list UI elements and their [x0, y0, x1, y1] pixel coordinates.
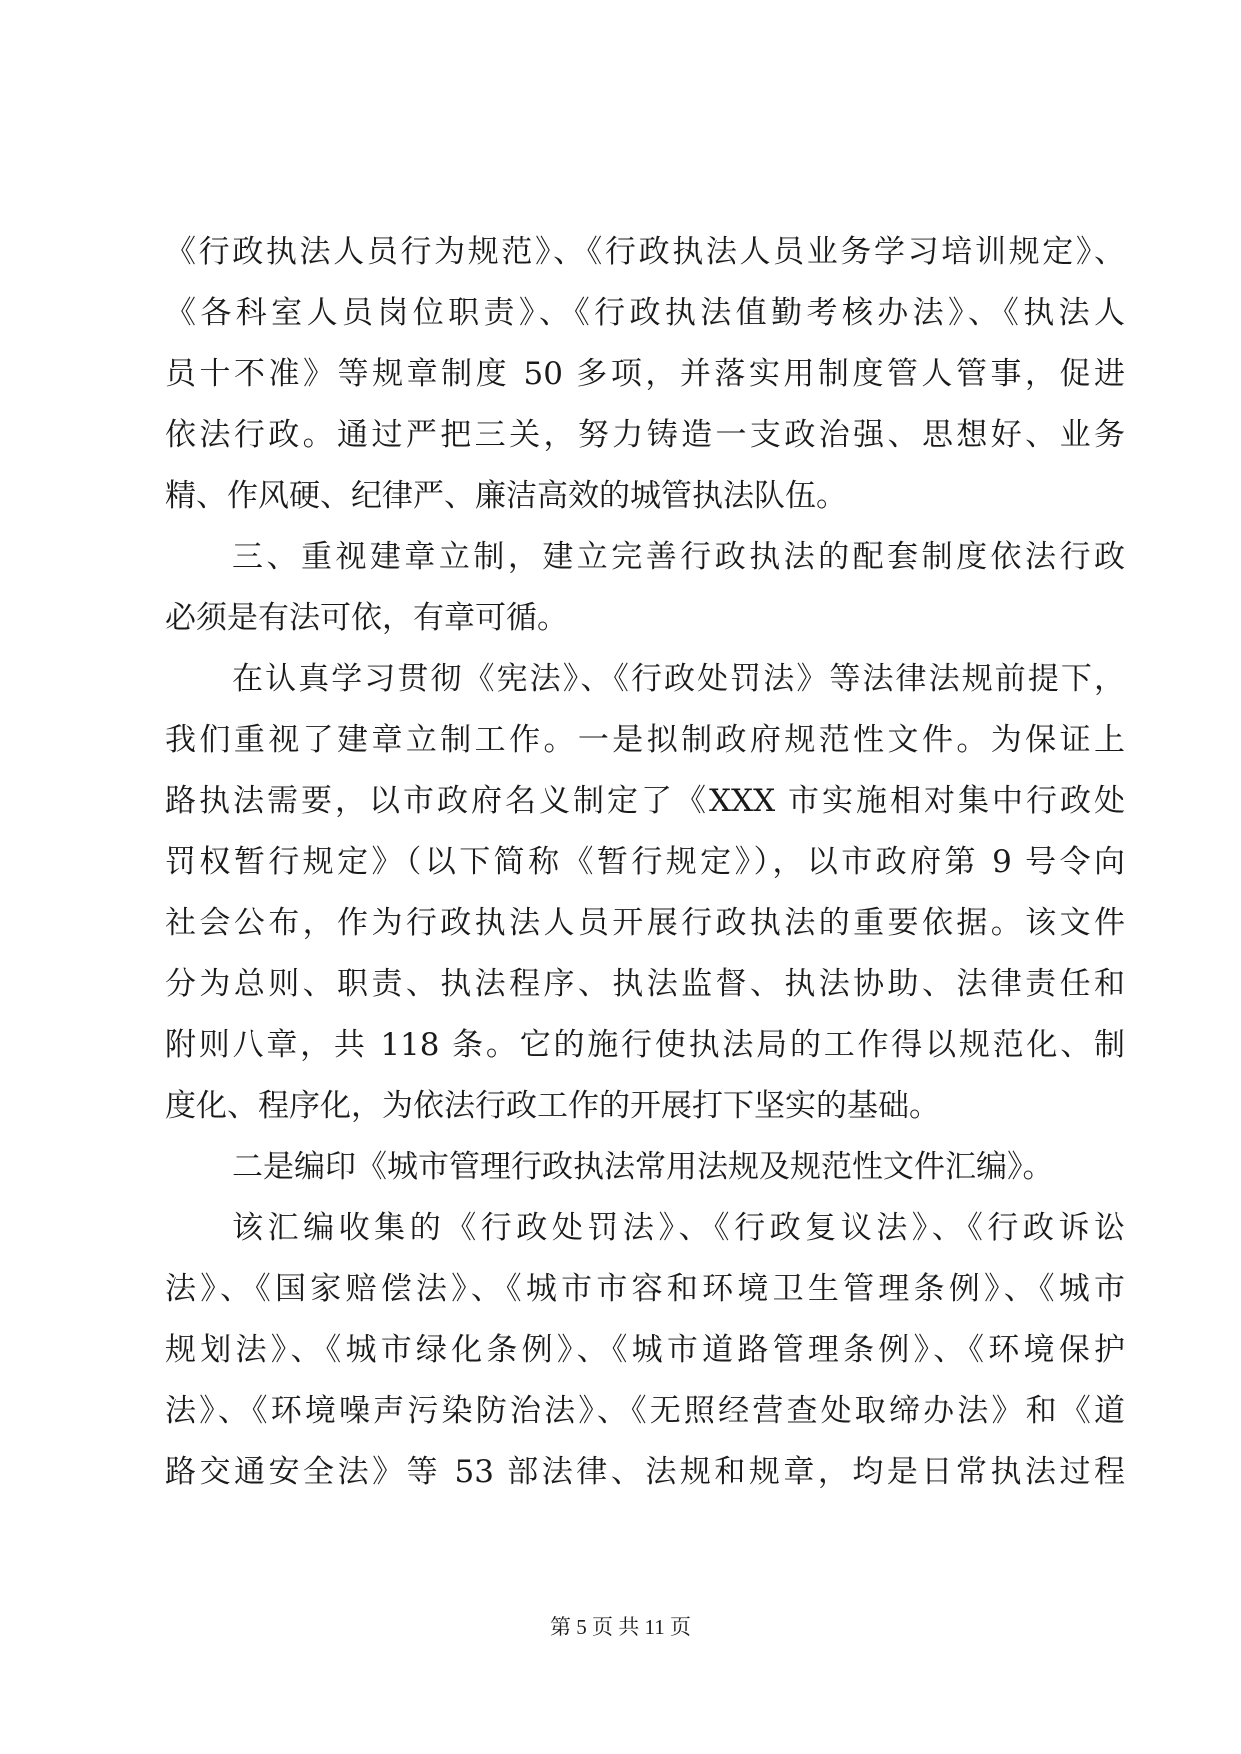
- text-line: 《行政执法人员行为规范》、《行政执法人员业务学习培训规定》、: [165, 234, 1125, 270]
- text-line: 附则八章，共 118 条。它的施行使执法局的工作得以规范化、制: [165, 1027, 1125, 1063]
- paragraph-start-line: 在认真学习贯彻《宪法》、《行政处罚法》等法律法规前提下，: [232, 661, 1125, 697]
- text-line: 法》、《国家赔偿法》、《城市市容和环境卫生管理条例》、《城市: [165, 1271, 1125, 1307]
- paragraph-start-line: 二是编印《城市管理行政执法常用法规及规范性文件汇编》。: [232, 1149, 1054, 1185]
- text-line: 员十不准》等规章制度 50 多项，并落实用制度管人管事，促进: [165, 356, 1125, 392]
- paragraph-start-line: 该汇编收集的《行政处罚法》、《行政复议法》、《行政诉讼: [232, 1210, 1125, 1246]
- page-number-footer: 第 5 页 共 11 页: [550, 1615, 691, 1639]
- text-line: 法》、《环境噪声污染防治法》、《无照经营查处取缔办法》和《道: [165, 1393, 1125, 1429]
- text-line: 社会公布，作为行政执法人员开展行政执法的重要依据。该文件: [165, 905, 1125, 941]
- text-line: 路交通安全法》等 53 部法律、法规和规章，均是日常执法过程: [165, 1454, 1125, 1490]
- text-line: 依法行政。通过严把三关，努力铸造一支政治强、思想好、业务: [165, 417, 1125, 453]
- document-body: [165, 222, 1125, 1503]
- text-line: 路执法需要，以市政府名义制定了《XXX 市实施相对集中行政处: [165, 783, 1125, 819]
- text-line: 罚权暂行规定》（以下简称《暂行规定》），以市政府第 9 号令向: [165, 844, 1125, 880]
- text-line: 我们重视了建章立制工作。一是拟制政府规范性文件。为保证上: [165, 722, 1125, 758]
- text-line: 《各科室人员岗位职责》、《行政执法值勤考核办法》、《执法人: [165, 295, 1125, 331]
- section-heading-line: 三、重视建章立制，建立完善行政执法的配套制度依法行政: [232, 539, 1125, 575]
- text-line: 分为总则、职责、执法程序、执法监督、执法协助、法律责任和: [165, 966, 1125, 1002]
- text-line: 必须是有法可依，有章可循。: [165, 600, 568, 636]
- text-line: 度化、程序化，为依法行政工作的开展打下坚实的基础。: [165, 1088, 940, 1124]
- text-line: 规划法》、《城市绿化条例》、《城市道路管理条例》、《环境保护: [165, 1332, 1125, 1368]
- text-line: 精、作风硬、纪律严、廉洁高效的城管执法队伍。: [165, 478, 847, 514]
